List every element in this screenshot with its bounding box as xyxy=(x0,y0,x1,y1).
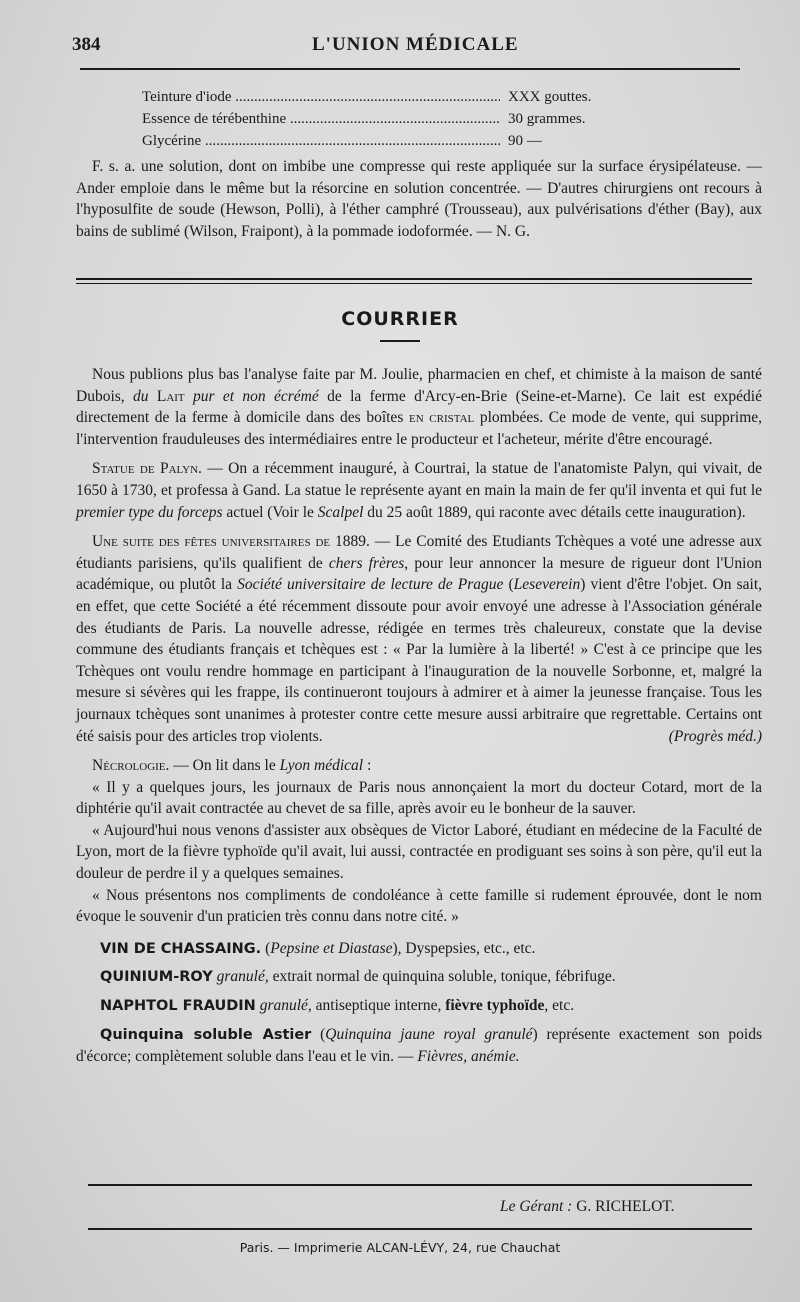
ad-brand: NAPHTOL FRAUDIN xyxy=(100,998,256,1015)
recipe-ingredient: Teinture d'iode ..... xyxy=(142,86,500,108)
gerant-signature: Le Gérant : G. RICHELOT. xyxy=(500,1198,675,1215)
ad-brand: QUINIUM-ROY xyxy=(100,969,213,986)
paragraph-lead: Nécrologie. xyxy=(92,757,170,775)
paragraph-necrologie: Nécrologie. — On lit dans le Lyon médical : xyxy=(92,757,372,775)
intro-paragraph: F. s. a. une solution, dont on imbibe une compresse qui reste appliquée sur la surface érysipélateuse. — Ander emploie dans le même but la résorcine en solution concentrée. — D'autres chirurgiens ont recours à l'hyposulfite de soude (Hewson, Polli), à l'éther camphré (Trousseau), aux pulvérisations d'éther (Bay), aux bains de sublimé (Wilson, Fraipont), à la pommade iodoformée. — N. G. xyxy=(76,158,762,240)
paragraph-lead: Une suite des fêtes universitaires de 1889. xyxy=(92,533,370,551)
recipe-list xyxy=(142,86,642,152)
ad-line: QUINIUM-ROY granulé, extrait normal de quinquina soluble, tonique, fébrifuge. xyxy=(100,968,616,986)
section-title-dash xyxy=(380,340,420,342)
paragraph-lait: Nous publions plus bas l'analyse faite par M. Joulie, pharmacien en chef, et chimiste à la maison de santé Dubois, du Lait pur et non écrémé de la ferme d'Arcy-en-Brie (Seine-et-Marne). Ce lait est expédié directement de la ferme à domicile dans des boîtes en cristal plombées. Ce mode de vente, qui supprime, l'intervention frauduleuses des intermédiaires entre le producteur et l'acheteur, mérite d'être encouragé. xyxy=(76,366,762,448)
quote-paragraph: « Il y a quelques jours, les journaux de Paris nous annonçaient la mort du docteur Cotard, mort de la diphtérie qu'il avait contractée au chevet de sa fille, après avoir eu le bonheur de la sauver. xyxy=(76,778,762,818)
page-header xyxy=(72,34,740,62)
ad-line: NAPHTOL FRAUDIN granulé, antiseptique interne, fièvre typhoïde, etc. xyxy=(100,997,575,1015)
header-rule xyxy=(80,68,740,70)
recipe-ingredient: Essence de térébenthine ..... xyxy=(142,108,500,130)
advertisements xyxy=(76,938,762,1068)
source-citation: (Progrès méd.) xyxy=(668,727,762,745)
recipe-quantity: XXX gouttes. xyxy=(508,89,592,105)
section-divider xyxy=(76,278,752,284)
ad-brand: VIN DE CHASSAING. xyxy=(100,940,262,957)
intro-section xyxy=(76,156,762,242)
paragraph-palyn: Statue de Palyn. — On a récemment inauguré, à Courtrai, la statue de l'anatomiste Palyn, qui vivait, de 1650 à 1730, et professa à Gand. La statue le représente ayant en main la main de fer qu'il inventa et qui fut le premier type du forceps actuel (Voir le Scalpel du 25 août 1889, qui raconte avec détails cette inauguration). xyxy=(76,460,762,521)
recipe-row xyxy=(142,130,642,152)
quote-paragraph: « Nous présentons nos compliments de condoléance à cette famille si rudement éprouvée, dont le nom évoque le souvenir d'un praticien très connu dans notre cité. » xyxy=(76,886,762,926)
footer-rule xyxy=(88,1228,752,1230)
quote-paragraph: « Aujourd'hui nous venons d'assister aux obsèques de Victor Laboré, étudiant en médecine de la Faculté de Lyon, mort de la fièvre typhoïde qu'il avait, lui aussi, contractée en prodiguant ses soins à son père, qu'il eut la douleur de perdre il y a quelques semaines. xyxy=(76,821,762,883)
journal-title: L'UNION MÉDICALE xyxy=(312,34,519,55)
courrier-body xyxy=(76,364,762,1074)
ad-line: Quinquina soluble Astier (Quinquina jaune royal granulé) représente exactement son poids d'écorce; complètement soluble dans l'eau et le vin. — Fièvres, anémie. xyxy=(76,1025,762,1066)
recipe-row xyxy=(142,86,642,108)
section-title: COURRIER xyxy=(341,308,459,330)
recipe-quantity: 90 — xyxy=(508,133,542,149)
recipe-ingredient: Glycérine ..... xyxy=(142,130,500,152)
recipe-quantity: 30 grammes. xyxy=(508,111,586,127)
ad-brand: Quinquina soluble Astier xyxy=(100,1026,312,1043)
printer-imprint: Paris. — Imprimerie ALCAN-LÉVY, 24, rue Chauchat xyxy=(239,1240,561,1255)
recipe-row xyxy=(142,108,642,130)
paragraph-lead: Statue de Palyn. xyxy=(92,460,202,478)
footer-rule xyxy=(88,1184,752,1186)
ad-line: VIN DE CHASSAING. (Pepsine et Diastase), Dyspepsies, etc., etc. xyxy=(100,939,536,957)
paragraph-fetes: Une suite des fêtes universitaires de 1889. — Le Comité des Etudiants Tchèques a voté une adresse aux étudiants parisiens, qu'ils qualifient de chers frères, pour leur annoncer la mesure de rigueur dont l'Union académique, ou plutôt la Société universitaire de lecture de Prague (Leseverein) vient d'être l'objet. On sait, en effet, que cette Société a été récemment dissoute pour avoir envoyé une adresse à l'Association générale des étudiants de Paris. La nouvelle adresse, rédigée en termes très chaleureux, constate que la devise commune des étudiants français et tchèques est : « Par la lumière à la liberté! » C'est à ce principe que les Tchèques ont voulu rendre hommage en participant à l'inauguration de la nouvelle Sorbonne, et, malgré la mesure si sévères qui les frappe, ils continueront toujours à admirer et à aimer la jeunesse française. Tous les journaux tchèques sont unanimes à protester contre cette mesure aussi arbitraire que regrettable. Certains ont été saisis pour des articles trop violents. (Progrès méd.) xyxy=(76,531,762,747)
page-number: 384 xyxy=(72,34,101,55)
